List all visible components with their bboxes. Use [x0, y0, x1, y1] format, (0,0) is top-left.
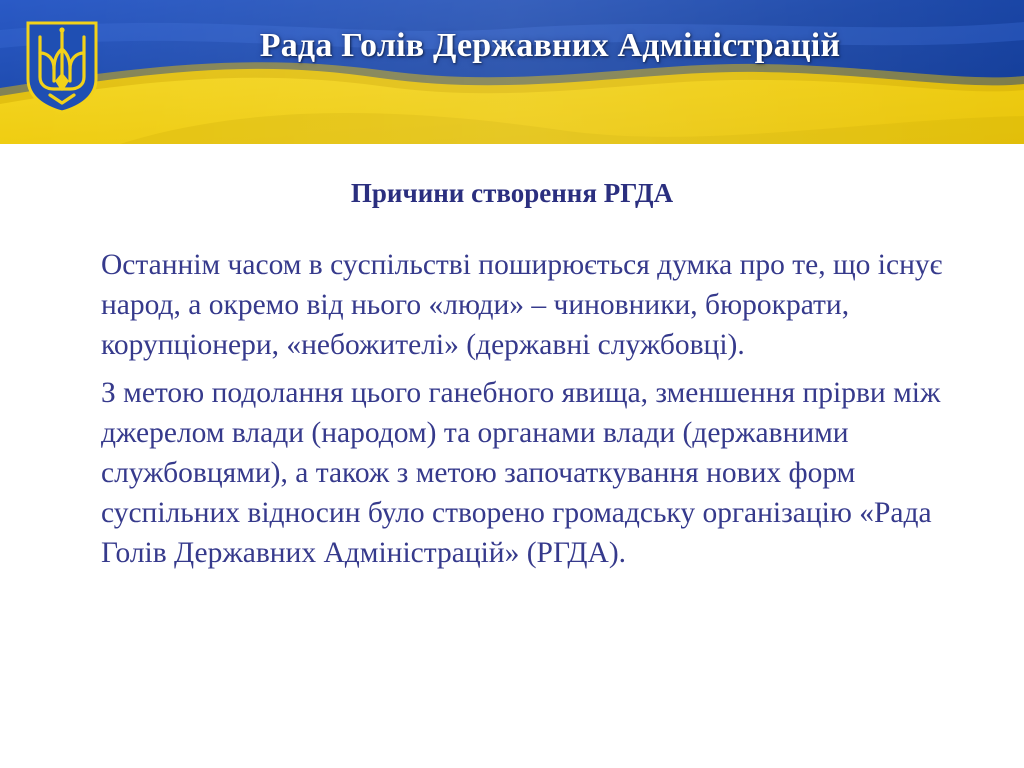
coat-of-arms-logo — [24, 19, 100, 115]
organization-title: Рада Голів Державних Адміністрацій — [259, 27, 841, 64]
body-paragraph-1: Останнім часом в суспільстві поширюється думка про те, що існує народ, а окремо від нього «люди» – чиновники, бюрократи, корупціонери, «небожителі» (державні службовці). — [101, 249, 943, 361]
slide-body — [101, 245, 951, 581]
body-paragraph-2: З метою подолання цього ганебного явища, зменшення прірви між джерелом влади (народом) та органами влади (державними службовцями), а також з метою започаткування нових форм суспільних відносин було створено громадську організацію «Рада Голів Державних Адміністрацій» (РГДА). — [101, 377, 941, 569]
header-banner — [0, 0, 1024, 144]
ukrainian-flag-background — [0, 0, 1024, 144]
slide-title: Причини створення РГДА — [350, 178, 674, 208]
